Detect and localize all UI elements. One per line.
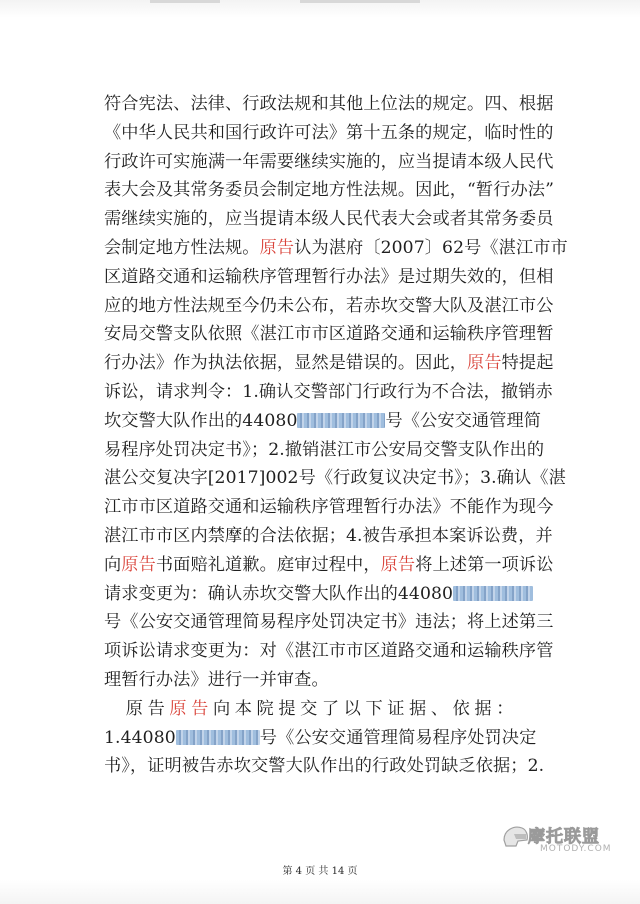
redacted-number — [297, 413, 385, 428]
text-span: 应的地方性法规至今仍未公布，若赤坎交警大队及湛江市公 — [104, 296, 554, 316]
text-line — [104, 207, 553, 231]
text-span: 会制定地方性法规。 — [104, 238, 260, 258]
text-span: 认为湛府〔2007〕62号《湛江市市 — [294, 238, 568, 258]
text-line — [104, 236, 568, 260]
text-span: 需继续实施的，应当提请本级人民代表大会或者其常务委员 — [104, 209, 554, 229]
text-line — [104, 639, 553, 663]
text-line — [104, 380, 553, 404]
text-line — [104, 92, 553, 116]
text-span: 原告 — [104, 699, 170, 719]
text-span: 安局交警支队依照《湛江市市区道路交通和运输秩序管理暂 — [104, 324, 554, 344]
text-line — [104, 668, 329, 692]
text-span: 行办法》作为执法依据，显然是错误的。因此， — [104, 353, 468, 373]
text-line — [104, 754, 544, 778]
text-line — [104, 265, 553, 289]
text-line — [104, 466, 566, 490]
text-span: 《中华人民共和国行政许可法》第十五条的规定，临时性的 — [104, 123, 554, 143]
text-span: 诉讼，请求判令：1.确认交警部门行政行为不合法，撤销赤 — [104, 382, 553, 402]
text-span: 特提起 — [501, 353, 554, 373]
text-line — [104, 121, 553, 145]
helmet-logo-icon — [500, 822, 530, 852]
scan-artifact — [300, 0, 420, 3]
redacted-number — [176, 730, 260, 745]
watermark-name: 摩托联盟 — [528, 827, 600, 847]
text-span: 符合宪法、法律、行政法规和其他上位法的规定。四、根据 — [104, 94, 554, 114]
highlighted-term: 原告 — [467, 353, 502, 373]
text-span: 湛公交复决字[2017]002号《行政复议决定书》；3.确认《湛 — [104, 468, 566, 488]
text-span: 号《公安交通管理简易程序处罚决定 — [259, 728, 537, 748]
text-line — [104, 524, 553, 548]
highlighted-term: 原告 — [169, 699, 213, 719]
text-line — [104, 438, 544, 462]
text-span: 湛江市市区内禁摩的合法依据；4.被告承担本案诉讼费，并 — [104, 526, 553, 546]
highlighted-term: 原告 — [121, 555, 156, 575]
text-line — [104, 582, 533, 606]
text-line — [104, 553, 554, 577]
text-line — [104, 322, 553, 346]
redacted-number — [453, 586, 533, 601]
text-line — [104, 178, 554, 202]
text-span: 将上述第一项诉讼 — [415, 555, 554, 575]
scan-artifact — [150, 0, 220, 3]
watermark-url: MOTODY.COM — [540, 844, 612, 854]
text-line — [104, 495, 553, 519]
text-line — [104, 351, 554, 375]
page-number: 第 4 页 共 14 页 — [282, 866, 358, 877]
text-span: 书》，证明被告赤坎交警大队作出的行政处罚缺乏依据；2. — [104, 756, 545, 776]
text-line — [104, 409, 541, 433]
text-span: 请求变更为：确认赤坎交警大队作出的44080 — [104, 584, 454, 604]
text-line — [104, 697, 518, 721]
highlighted-term: 原告 — [380, 555, 416, 575]
watermark — [500, 818, 610, 858]
text-span: 1.44080 — [104, 728, 176, 748]
text-line — [104, 726, 536, 750]
text-span: 易程序处罚决定书》；2.撤销湛江市公安局交警支队作出的 — [104, 440, 545, 460]
text-span: 向本院提交了以下证据、依据： — [212, 699, 518, 719]
text-span: 号《公安交通管理简易程序处罚决定书》违法；将上述第三 — [104, 612, 554, 632]
text-span: 行政许可实施满一年需要继续实施的，应当提请本级人民代 — [104, 152, 554, 172]
text-span: 江市市区道路交通和运输秩序管理暂行办法》不能作为现今 — [104, 497, 554, 517]
text-span: 坎交警大队作出的44080 — [104, 411, 298, 431]
text-line — [104, 150, 553, 174]
text-line — [104, 294, 553, 318]
highlighted-term: 原告 — [259, 238, 295, 258]
text-line — [104, 610, 553, 634]
text-span: 区道路交通和运输秩序管理暂行办法》是过期失效的，但相 — [104, 267, 554, 287]
text-span: 理暂行办法》进行一并审查。 — [104, 670, 329, 690]
text-span: 书面赔礼道歉。庭审过程中， — [155, 555, 381, 575]
text-span: 向 — [104, 555, 122, 575]
text-span: 号《公安交通管理简 — [385, 411, 542, 431]
text-span: 项诉讼请求变更为：对《湛江市市区道路交通和运输秩序管 — [104, 641, 554, 661]
text-span: 表大会及其常务委员会制定地方性法规。因此，“暂行办法” — [104, 180, 554, 200]
